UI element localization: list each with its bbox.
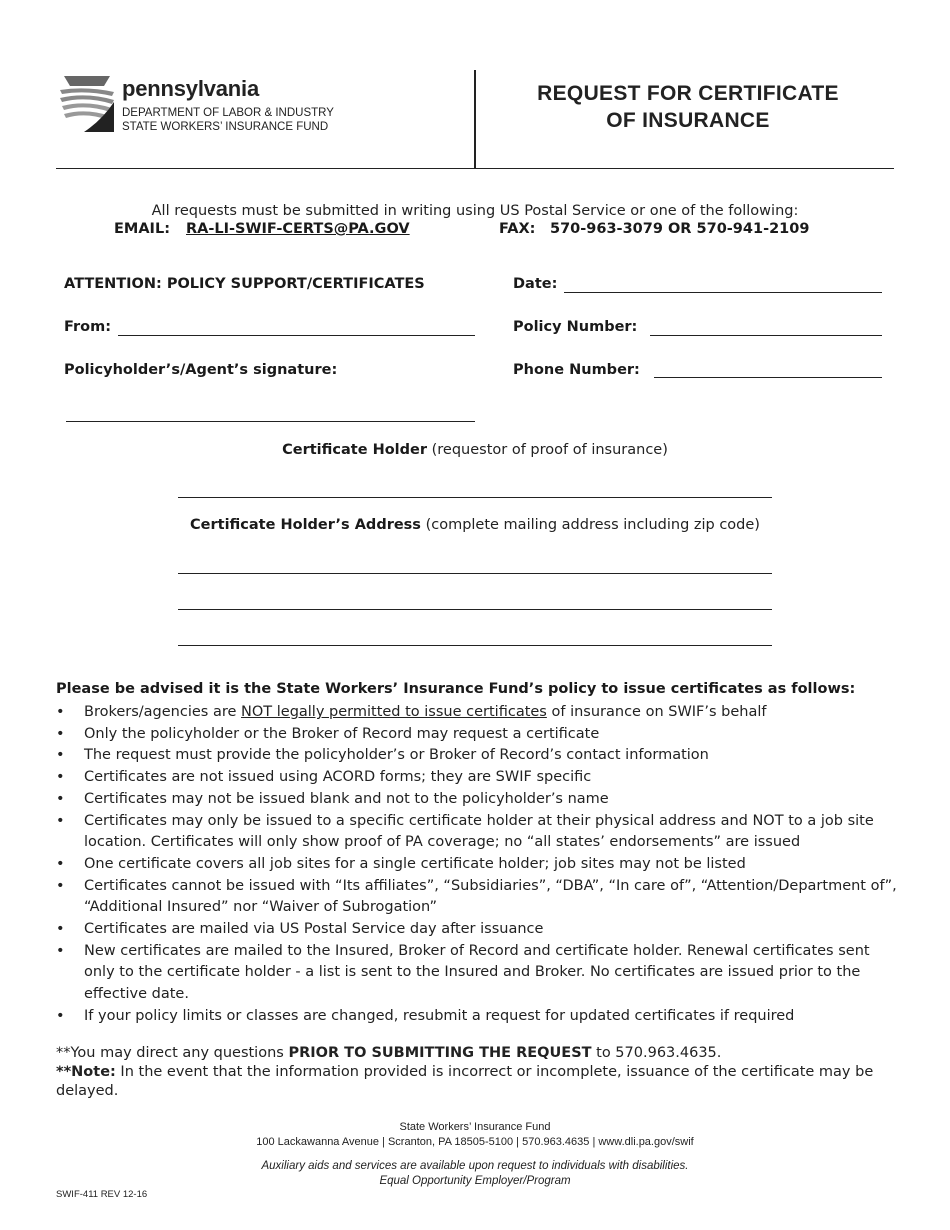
rule-text: of insurance on SWIF’s behalf [546, 704, 767, 720]
policy-rule [56, 724, 901, 746]
fax-numbers: 570-963-3079 OR 570-941-2109 [550, 221, 810, 237]
rule-text: Certificates may only be issued to a specific certificate holder at their physical address and NOT to a job site location. Certificates will only show proof of PA coverage; no “all states’ endorsements” are issued [84, 812, 874, 851]
form-title-line1: REQUEST FOR CERTIFICATE [537, 82, 839, 105]
email-label: EMAIL: [114, 221, 170, 237]
note-label: **Note: [56, 1064, 116, 1080]
note-text: In the event that the information provided is incorrect or incomplete, issuance of the certificate may be delayed. [56, 1064, 874, 1099]
policy-rule [56, 702, 901, 724]
footer-accessibility: Auxiliary aids and services are available upon request to individuals with disabilities. [261, 1160, 689, 1172]
policy-heading: Please be advised it is the State Workers’ Insurance Fund’s policy to issue certificates as follows: [56, 681, 856, 697]
certificate-holder-label [0, 442, 950, 458]
questions-note [56, 1044, 896, 1063]
rule-text: Certificates cannot be issued with “Its affiliates”, “Subsidiaries”, “DBA”, “In care of”, “Attention/Department of”, “Additional Insured” nor “Waiver of Subrogation” [84, 877, 897, 916]
rule-emphasis: NOT legally permitted to issue certificates [241, 704, 547, 720]
footer-address: 100 Lackawanna Avenue | Scranton, PA 18505-5100 | 570.963.4635 | www.dli.pa.gov/swif [256, 1136, 694, 1148]
rule-text: Certificates are mailed via US Postal Service day after issuance [84, 921, 544, 938]
footer-eeo: Equal Opportunity Employer/Program [379, 1175, 571, 1187]
intro-text: All requests must be submitted in writing using US Postal Service or one of the following: [151, 203, 799, 219]
rule-text: Brokers/agencies are [84, 704, 242, 720]
form-code: SWIF-411 REV 12-16 [56, 1189, 148, 1200]
bullet-icon: • [56, 769, 65, 786]
note-text: **You may direct any questions [56, 1045, 289, 1061]
bullet-icon: • [56, 921, 65, 938]
certificate-holder-hint: (requestor of proof of insurance) [431, 442, 668, 458]
bullet-icon: • [56, 725, 65, 742]
signature-label: Policyholder’s/Agent’s signature: [64, 362, 338, 378]
bullet-icon: • [56, 704, 65, 720]
phone-number-field[interactable] [654, 377, 882, 378]
form-title [476, 80, 900, 134]
email-address-link[interactable]: RA-LI-SWIF-CERTS@PA.GOV [186, 221, 410, 237]
rule-text: One certificate covers all job sites for a single certificate holder; job sites may not be listed [84, 855, 746, 872]
policy-number-label: Policy Number: [513, 319, 638, 335]
policy-rule [56, 789, 901, 811]
attention-heading: ATTENTION: POLICY SUPPORT/CERTIFICATES [64, 276, 425, 292]
certificate-address-label [0, 517, 950, 533]
date-field[interactable] [564, 292, 882, 293]
delay-note [56, 1063, 896, 1101]
bullet-icon: • [56, 855, 65, 872]
rule-text: Only the policyholder or the Broker of Record may request a certificate [84, 725, 600, 742]
form-title-line2: OF INSURANCE [606, 109, 770, 132]
fax-label: FAX: [499, 221, 536, 237]
certificate-address-hint: (complete mailing address including zip code) [425, 517, 760, 533]
rule-text: Certificates may not be issued blank and not to the policyholder’s name [84, 790, 609, 807]
policy-rules-list [56, 702, 901, 1028]
policy-rule [56, 876, 901, 919]
from-field[interactable] [118, 335, 475, 336]
bullet-icon: • [56, 877, 65, 894]
policy-rule [56, 745, 901, 767]
date-label: Date: [513, 276, 558, 292]
rule-text: If your policy limits or classes are changed, resubmit a request for updated certificates if required [84, 1007, 795, 1024]
bullet-icon: • [56, 1007, 65, 1024]
rule-text: New certificates are mailed to the Insured, Broker of Record and certificate holder. Renewal certificates sent only to the certificate holder - a list is sent to the Insured and Broker. No certificates are issued prior to the effective date. [84, 942, 870, 1003]
bullet-icon: • [56, 942, 65, 959]
bullet-icon: • [56, 747, 65, 764]
address-line-1[interactable] [178, 573, 772, 574]
note-text: to 570.963.4635. [591, 1045, 722, 1061]
bullet-icon: • [56, 812, 65, 829]
rule-text: The request must provide the policyholder’s or Broker of Record’s contact information [84, 747, 709, 764]
certificate-address-title: Certificate Holder’s Address [190, 517, 421, 533]
footer-org: State Workers’ Insurance Fund [399, 1121, 551, 1133]
policy-rule [56, 854, 901, 876]
address-line-3[interactable] [178, 645, 772, 646]
policy-number-field[interactable] [650, 335, 882, 336]
org-name: pennsylvania [122, 76, 259, 101]
policy-rule [56, 919, 901, 941]
certificate-holder-field[interactable] [178, 497, 772, 498]
phone-number-label: Phone Number: [513, 362, 640, 378]
header-divider [56, 168, 894, 169]
policy-rule [56, 811, 901, 854]
address-line-2[interactable] [178, 609, 772, 610]
pennsylvania-keystone-logo [58, 74, 116, 132]
department-name: DEPARTMENT OF LABOR & INDUSTRY [122, 107, 334, 119]
from-label: From: [64, 319, 111, 335]
signature-field[interactable] [66, 421, 475, 422]
policy-rule [56, 941, 901, 1006]
rule-text: Certificates are not issued using ACORD forms; they are SWIF specific [84, 769, 592, 786]
note-emphasis: PRIOR TO SUBMITTING THE REQUEST [288, 1045, 592, 1061]
policy-rule [56, 1006, 901, 1028]
bullet-icon: • [56, 790, 65, 807]
fund-name: STATE WORKERS’ INSURANCE FUND [122, 121, 329, 133]
certificate-holder-title: Certificate Holder [282, 442, 428, 458]
policy-rule [56, 767, 901, 789]
